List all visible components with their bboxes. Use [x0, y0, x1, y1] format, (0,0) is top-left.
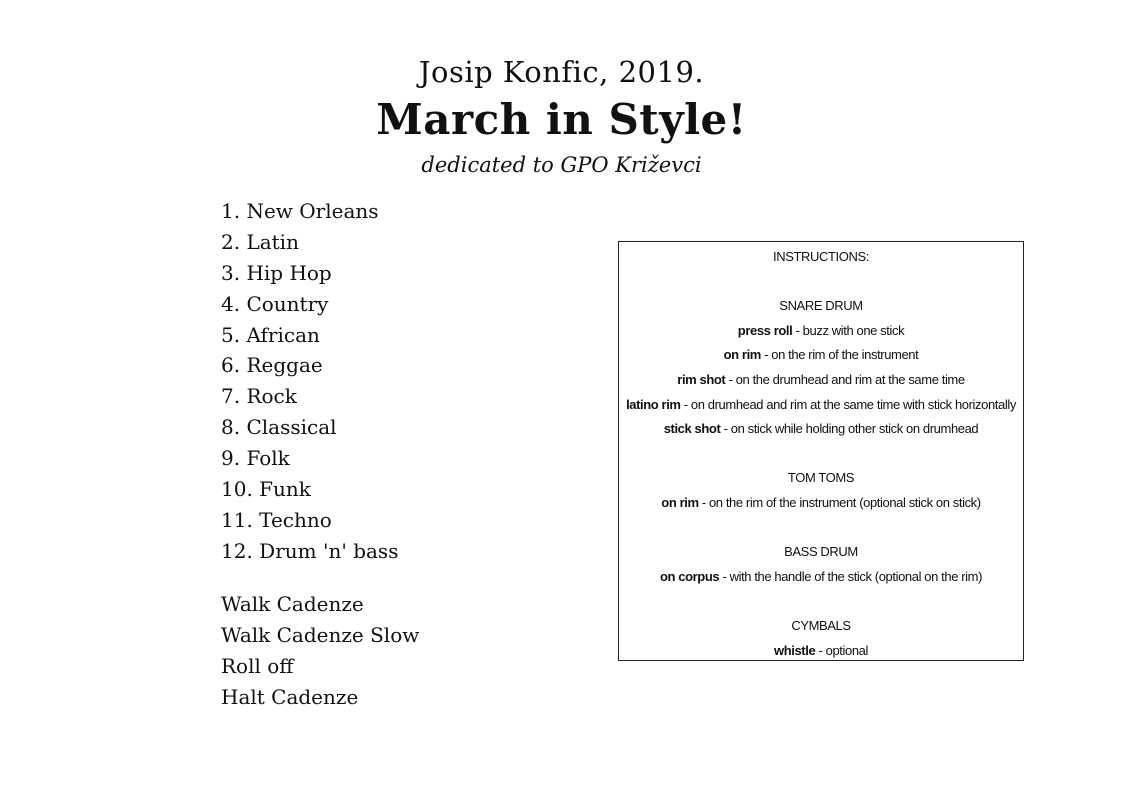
instruction-term: whistle [774, 642, 816, 658]
instruction-text: - buzz with one stick [792, 322, 905, 338]
instruction-term: stick shot [663, 421, 721, 437]
cadence-item: Walk Cadenze [221, 592, 364, 616]
cadence-list [221, 589, 419, 713]
movement-list [221, 196, 398, 567]
instruction-text: - on drumhead and rim at the same time with stick horizontally [680, 396, 1016, 412]
instruction-text: - on stick while holding other stick on drumhead [720, 421, 979, 437]
movement-item: 5. African [221, 322, 320, 347]
snare-drum-heading: SNARE DRUM [779, 298, 863, 314]
instruction-term: on corpus [659, 568, 720, 584]
cadence-item: Halt Cadenze [221, 685, 359, 709]
movement-item: 7. Rock [221, 384, 297, 409]
spacer [619, 589, 1023, 614]
instructions-heading: INSTRUCTIONS: [773, 249, 869, 264]
instruction-line [619, 393, 1023, 418]
spacer [619, 270, 1023, 295]
cadence-item: Roll off [221, 654, 294, 678]
instruction-line [619, 639, 1023, 664]
instruction-line [619, 368, 1023, 393]
spacer [619, 442, 1023, 467]
page-header [0, 52, 1123, 180]
movement-item: 2. Latin [221, 229, 299, 254]
movement-item: 10. Funk [221, 477, 311, 502]
instruction-term: on rim [723, 347, 761, 363]
bass-drum-heading: BASS DRUM [784, 544, 858, 560]
instructions-box [618, 241, 1024, 661]
spacer [619, 516, 1023, 541]
movement-item: 3. Hip Hop [221, 260, 332, 285]
instruction-line [619, 319, 1023, 344]
instruction-text: - optional [815, 642, 868, 658]
movement-item: 12. Drum 'n' bass [221, 538, 399, 563]
instruction-text: - with the handle of the stick (optional on the rim) [719, 568, 983, 584]
movement-item: 8. Classical [221, 415, 337, 440]
cadence-item: Walk Cadenze Slow [221, 623, 420, 647]
movement-item: 4. Country [221, 291, 329, 316]
cymbals-heading: CYMBALS [791, 617, 851, 633]
movement-item: 1. New Orleans [221, 199, 379, 223]
instruction-line [619, 343, 1023, 368]
instruction-text: - on the rim of the instrument (optional stick on stick) [698, 494, 981, 510]
movement-item: 11. Techno [221, 507, 332, 532]
movement-item: 6. Reggae [221, 353, 323, 378]
page-title: March in Style! [376, 95, 747, 144]
movement-item: 9. Folk [221, 446, 290, 471]
instruction-line [619, 491, 1023, 516]
instruction-line [619, 417, 1023, 442]
instruction-text: - on the drumhead and rim at the same time [725, 371, 965, 387]
dedication-line: dedicated to GPO Križevci [421, 153, 702, 177]
instruction-text: - on the rim of the instrument [760, 347, 919, 363]
composer-line: Josip Konfic, 2019. [418, 55, 705, 89]
instruction-term: on rim [661, 494, 699, 510]
instruction-term: press roll [737, 322, 793, 338]
instruction-term: latino rim [626, 396, 681, 412]
tom-toms-heading: TOM TOMS [787, 470, 855, 486]
instruction-term: rim shot [677, 371, 726, 387]
instruction-line [619, 565, 1023, 590]
